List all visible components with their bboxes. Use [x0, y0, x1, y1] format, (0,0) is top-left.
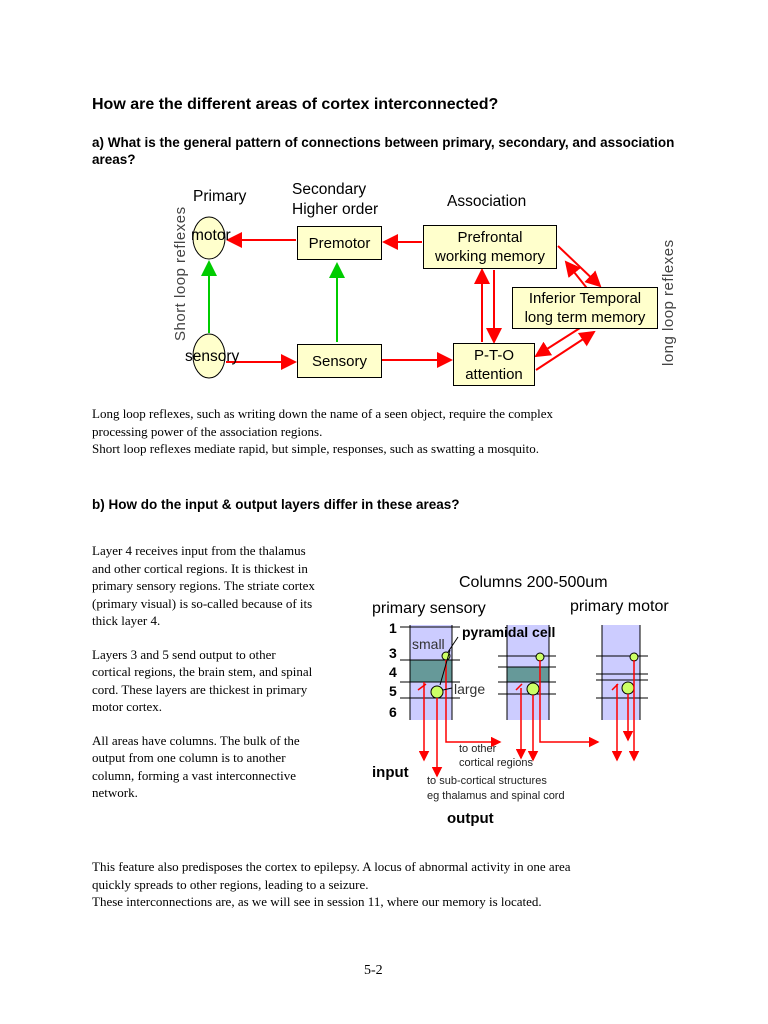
- pyramidal-label: pyramidal cell: [462, 624, 556, 640]
- header-secondary-1: Secondary: [292, 181, 367, 198]
- header-association: Association: [447, 193, 527, 210]
- header-secondary-2: Higher order: [292, 201, 379, 218]
- page-title: How are the different areas of cortex interconnected?: [92, 96, 499, 113]
- layer-5-label: 5: [389, 683, 397, 699]
- to-sub-1: to sub-cortical structures: [427, 775, 547, 787]
- inferior-temporal-box: Inferior Temporal long term memory: [512, 287, 658, 329]
- to-sub-2: eg thalamus and spinal cord: [427, 790, 565, 802]
- layer-1-label: 1: [389, 620, 397, 636]
- primary-sensory-label: primary sensory: [372, 600, 486, 617]
- prefrontal-box: Prefrontal working memory: [423, 225, 557, 269]
- question-a: a) What is the general pattern of connections between primary, secondary, and association areas?: [92, 135, 675, 167]
- input-label: input: [372, 764, 409, 781]
- pto-box: P-T-O attention: [453, 343, 535, 386]
- motor-label: motor: [191, 227, 231, 244]
- para-a: Long loop reflexes, such as writing down the name of a seen object, require the complex processing power of the association regions. Short loop reflexes mediate rapid, but simple, responses, such as swatting a mosquito.: [92, 406, 553, 456]
- header-primary: Primary: [193, 188, 247, 205]
- layer4-secondary: [507, 667, 549, 682]
- premotor-box: Premotor: [297, 226, 382, 260]
- para-bottom: This feature also predisposes the cortex to epilepsy. A locus of abnormal activity in one area quickly spreads to other regions, leading to a seizure. These interconnections are, as we will see in session 11, where our memory is located.: [92, 859, 571, 909]
- question-b: b) How do the input & output layers differ in these areas?: [92, 497, 460, 512]
- columns-title: Columns 200-500um: [459, 574, 608, 591]
- page-number: 5-2: [364, 963, 383, 978]
- output-label: output: [447, 810, 494, 827]
- sensory-box: Sensory: [297, 344, 382, 378]
- to-other-1: to other: [459, 743, 497, 755]
- primary-motor-label: primary motor: [570, 598, 669, 615]
- layer-4-label: 4: [389, 664, 397, 680]
- small-label: small: [412, 636, 445, 652]
- long-loop-label: long loop reflexes: [660, 239, 677, 366]
- sensory-node-label: sensory: [185, 348, 240, 365]
- large-cell: [431, 686, 443, 698]
- layer-3-label: 3: [389, 645, 397, 661]
- to-other-2: cortical regions: [459, 757, 533, 769]
- large-label: large: [454, 681, 486, 697]
- layer-6-label: 6: [389, 704, 397, 720]
- short-loop-label: Short loop reflexes: [172, 206, 189, 341]
- left-text: Layer 4 receives input from the thalamus and other cortical regions. It is thickest in primary sensory regions. The striate cortex (primary visual) is so-called because of its thick layer 4. Layers 3 and 5 send output to other cortical regions, the brain stem, and spinal cord. These layers are thickest in primary motor cortex. All areas have columns. The bulk of the output from one column is to another column, forming a vast interconnective network.: [92, 543, 315, 800]
